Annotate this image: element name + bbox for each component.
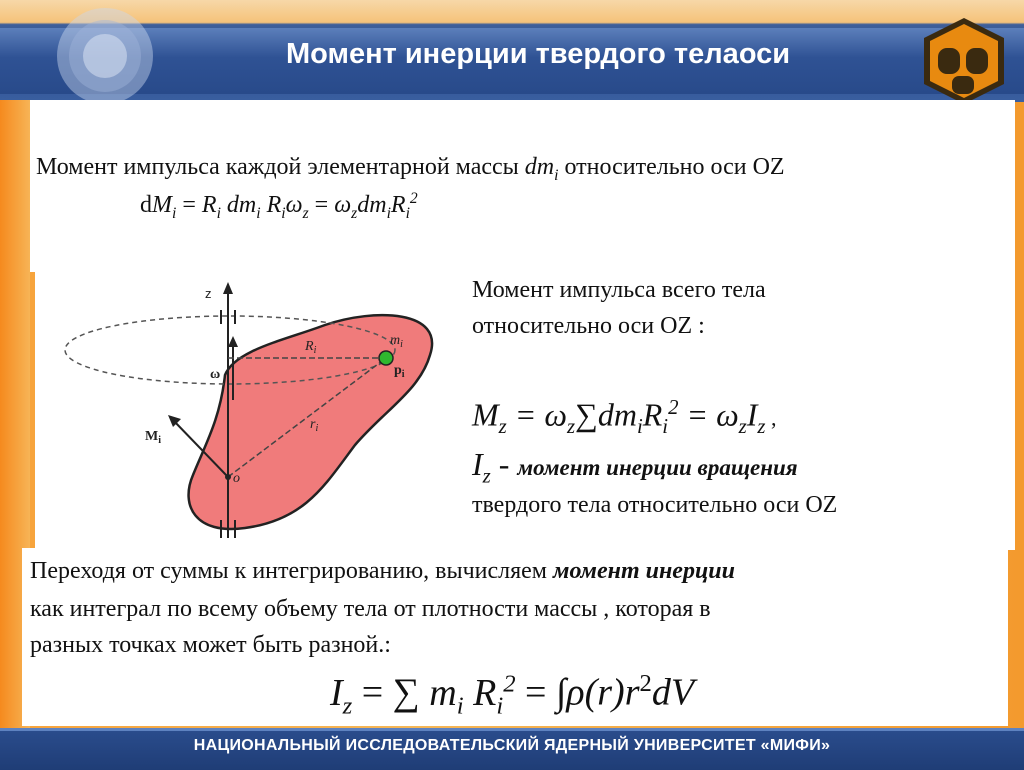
body-momentum-text-line1: Момент импульса всего тела (472, 277, 766, 303)
radius-label: $R_i$ (305, 339, 317, 356)
integration-text-line1: Переходя от суммы к интегрированию, вычисляем момент инерции (30, 558, 735, 584)
rigid-body-diagram (55, 280, 455, 550)
body-momentum-text-line3: твердого тела относительно оси OZ (472, 492, 838, 518)
angular-momentum-label: $M_i$ (145, 429, 161, 446)
angular-momentum-element-text: Момент импульса каждой элементарной массы $dm_i$ относительно оси OZ (36, 154, 785, 184)
mass-label: $m_i$ (390, 333, 403, 350)
moment-of-inertia-definition: $I_z$ - момент инерции вращения (472, 446, 798, 488)
z-axis-label: z (205, 286, 212, 301)
integration-text-line3: разных точках может быть разной.: (30, 632, 391, 658)
mephi-logo-icon (918, 14, 1010, 108)
content-panel-top (30, 100, 1015, 272)
page-title: Момент инерции твердого телаоси (286, 38, 791, 70)
element-angular-momentum-formula: $dM_i = R_i$ $dm_i$ $R_i\omega_z = \omega_zdm_iR_i^2$ (140, 190, 418, 222)
integration-text-line2: как интеграл по всему объему тела от плотности массы , которая в (30, 596, 711, 622)
university-emblem-icon (30, 2, 180, 110)
body-momentum-formula: $M_z = \omega_z\sum dm_iR_i^2 = \omega_zI_z$ , (472, 396, 777, 439)
body-momentum-text-line2: относительно оси OZ : (472, 313, 705, 339)
mass-point (379, 351, 393, 365)
footer-university-name: НАЦИОНАЛЬНЫЙ ИССЛЕДОВАТЕЛЬСКИЙ ЯДЕРНЫЙ УНИВЕРСИТЕТ «МИФИ» (193, 737, 831, 754)
position-label: $r_i$ (310, 417, 319, 434)
moment-of-inertia-integral-formula: $I_z$ = ∑ $m_i$ $R_i^2 = \int\rho(r)r^2dV$ (330, 670, 695, 720)
origin-label: o (233, 471, 240, 486)
momentum-label: $p_i$ (394, 363, 405, 380)
omega-label: ω (210, 367, 221, 382)
